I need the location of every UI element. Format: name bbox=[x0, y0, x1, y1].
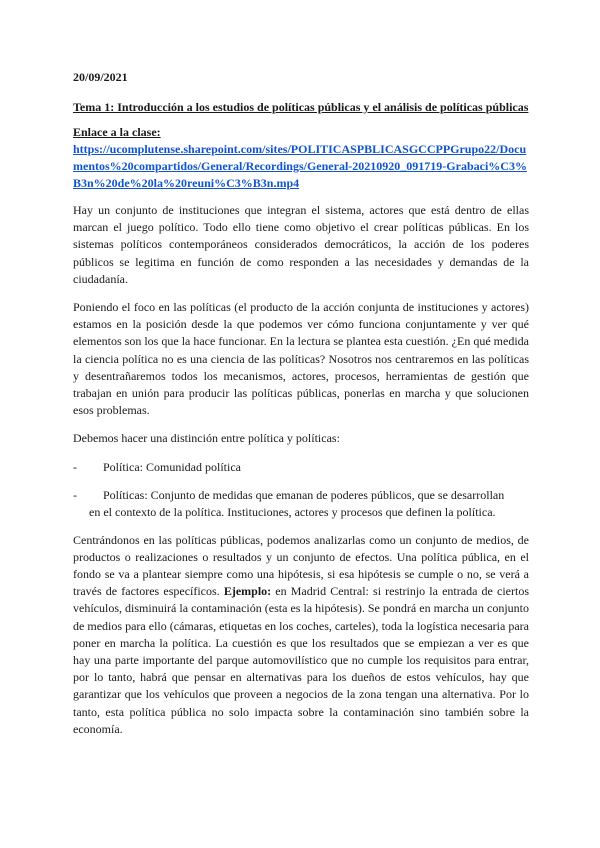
class-link-label: Enlace a la clase: bbox=[73, 125, 161, 139]
paragraph-4 bbox=[73, 532, 529, 738]
list-dash: - bbox=[73, 487, 77, 502]
paragraph-3: Debemos hacer una distinción entre política y políticas: bbox=[73, 431, 340, 446]
list-item-politicas bbox=[73, 487, 529, 521]
class-recording-link[interactable]: https://ucomplutense.sharepoint.com/sites/POLITICASPBLICASGCCPPGrupo22/Documentos%20compartidos/General/Recordings/General-20210920_091719-Grabaci%C3%B3n%20de%20la%20reuni%C3%B3n.mp4 bbox=[73, 142, 527, 190]
paragraph-2: Poniendo el foco en las políticas (el producto de la acción conjunta de instituciones y actores) estamos en la posición desde la que podemos ver cómo funciona conjuntamente y ver qué elementos son los que la hace funcionar. En la lectura se plantea esta cuestión. ¿En qué medida la ciencia política no es una ciencia de las políticas? Nosotros nos centraremos en las políticas y desentrañaremos todos los mecanismos, actores, procesos, herramientas de gestión que trabajan en unión para producir las políticas públicas, ponerlas en marcha y que solucionen esos problemas. bbox=[73, 300, 529, 418]
paragraph-4-example: en Madrid Central: si restrinjo la entrada de ciertos vehículos, disminuirá la contaminación (esta es la hipótesis). Se pondrá en marcha un conjunto de medios para ello (cámaras, etiquetas en los coches, carteles), toda la logística necesaria para poner en marcha la política. La cuestión es que los resultados que se empiezan a ver es que hay una parte importante del parque automovilístico que no cumple los requisitos para entrar, por lo tanto, habrá que pensar en alternativas para los dueños de estos vehículos, hay que garantizar que los vehículos que proveen a negocios de la zona tengan una alternativa. Por lo tanto, esta política pública no solo impacta sobre la contaminación sino también sobre la economía. bbox=[73, 584, 529, 736]
list-item-text-first-line: Políticas: Conjunto de medidas que emanan de poderes públicos, que se desarrollan bbox=[103, 487, 505, 502]
paragraph-4-intro: Centrándonos en las políticas públicas, podemos analizarlas como un conjunto de medios, de productos o realizaciones o resultados y un conjunto de efectos. Una política pública, en el fondo se va a plantear siempre como una hipótesis, si esa hipótesis se cumple o no, se verá a través de factores específicos. bbox=[73, 532, 529, 599]
list-item-text-continuation: en el contexto de la política. Instituciones, actores y procesos que definen la política. bbox=[89, 504, 496, 519]
example-label: Ejemplo: bbox=[223, 584, 272, 599]
topic-title: Tema 1: Introducción a los estudios de políticas públicas y el análisis de políticas públicas bbox=[73, 100, 529, 114]
document-date: 20/09/2021 bbox=[73, 70, 128, 84]
paragraph-1: Hay un conjunto de instituciones que integran el sistema, actores que está dentro de ellas marcan el juego político. Todo ello tiene como objetivo el crear políticas públicas. En los sistemas políticos contemporáneos considerados democráticos, la acción de los poderes públicos se legitima en función de como responden a las necesidades y demandas de la ciudadanía. bbox=[73, 203, 529, 286]
list-item-text: Política: Comunidad política bbox=[103, 459, 241, 474]
list-item-politica bbox=[73, 459, 529, 476]
document-page bbox=[73, 70, 529, 749]
list-dash: - bbox=[73, 459, 77, 474]
